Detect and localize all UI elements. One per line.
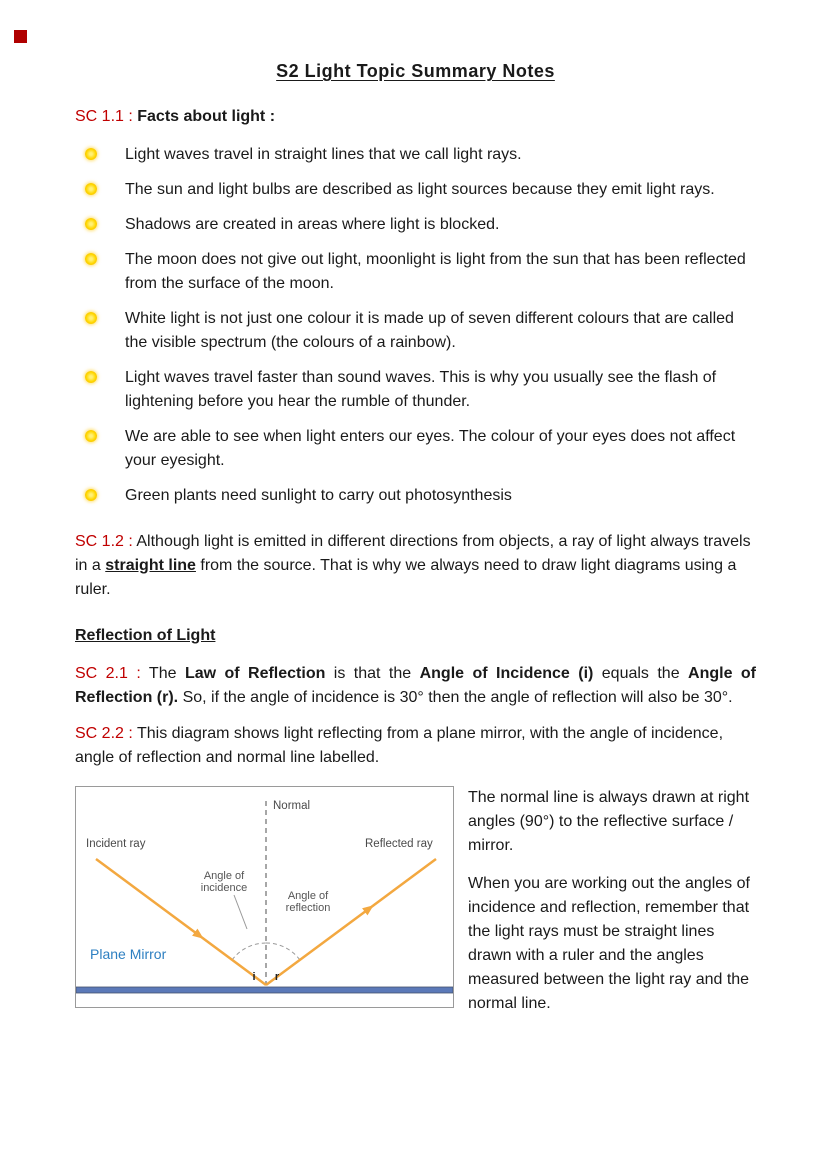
- incidence-label-pointer-line: [234, 895, 247, 929]
- reflected-ray-line: [266, 859, 436, 985]
- fact-text: White light is not just one colour it is made up of seven different colours that are called the visible spectrum (the colours of a rainbow).: [125, 310, 734, 351]
- sc22-text: This diagram shows light reflecting from a plane mirror, with the angle of incidence, angle of reflection and normal line labelled.: [75, 725, 724, 766]
- side-notes: [468, 786, 756, 1030]
- diagram-section: [75, 786, 756, 1030]
- star-bullet-icon: [85, 218, 97, 230]
- reflection-angle-arc: [266, 943, 300, 960]
- star-bullet-icon: [85, 312, 97, 324]
- star-bullet-icon: [85, 430, 97, 442]
- angle-of-incidence-label-line1: Angle of: [203, 870, 245, 882]
- list-item: [75, 178, 756, 202]
- sc11-label: SC 1.1 :: [75, 108, 133, 125]
- star-bullet-icon: [85, 371, 97, 383]
- fact-text: Light waves travel faster than sound waves. This is why you usually see the flash of lightening before you hear the rumble of thunder.: [125, 369, 717, 410]
- title-wrap: [75, 58, 756, 85]
- fact-text: We are able to see when light enters our eyes. The colour of your eyes does not affect your eyesight.: [125, 428, 736, 469]
- angle-of-reflection-emphasis: Angle of Reflection (r).: [75, 665, 757, 706]
- law-of-reflection-emphasis: Law of Reflection: [184, 665, 326, 682]
- sc11-heading: Facts about light :: [132, 108, 276, 125]
- star-bullet-icon: [85, 253, 97, 265]
- reflection-of-light-heading: Reflection of Light: [75, 627, 216, 644]
- plane-mirror-label: Plane Mirror: [90, 946, 167, 962]
- reflected-ray-label: Reflected ray: [365, 838, 433, 850]
- incidence-angle-i-label: i: [252, 971, 256, 983]
- red-square-mark: [14, 30, 27, 43]
- incidence-angle-arc: [232, 943, 266, 960]
- reflection-angle-r-label: r: [274, 971, 280, 983]
- incident-ray-label: Incident ray: [86, 838, 146, 850]
- normal-label: Normal: [273, 800, 311, 812]
- sc12-paragraph: [75, 530, 756, 602]
- facts-list: [75, 143, 756, 508]
- sc21-label: SC 2.1 :: [75, 665, 141, 682]
- reflection-diagram-svg: [76, 787, 453, 1007]
- angle-of-incidence-label-line2: incidence: [200, 882, 248, 894]
- list-item: [75, 143, 756, 167]
- list-item: [75, 248, 756, 296]
- star-bullet-icon: [85, 183, 97, 195]
- fact-text: Green plants need sunlight to carry out photosynthesis: [125, 487, 512, 504]
- angle-of-incidence-emphasis: Angle of Incidence (i): [419, 665, 594, 682]
- list-item: [75, 307, 756, 355]
- sc21-seg3: equals the: [593, 665, 689, 682]
- list-item: [75, 366, 756, 414]
- list-item: [75, 425, 756, 473]
- fact-text: The sun and light bulbs are described as light sources because they emit light rays.: [125, 181, 715, 198]
- page-title: S2 Light Topic Summary Notes: [276, 61, 555, 81]
- sc22-label: SC 2.2 :: [75, 725, 133, 742]
- side-note-working-out: When you are working out the angles of incidence and reflection, remember that the light rays must be straight lines drawn with a ruler and the angles measured between the light ray and the normal line.: [468, 875, 750, 1012]
- list-item: [75, 484, 756, 508]
- sc21-seg2: is that the: [325, 665, 420, 682]
- sc12-label: SC 1.2 :: [75, 533, 133, 550]
- fact-text: Light waves travel in straight lines that we call light rays.: [125, 146, 522, 163]
- sc21-paragraph: [75, 662, 756, 710]
- star-bullet-icon: [85, 489, 97, 501]
- fact-text: The moon does not give out light, moonlight is light from the sun that has been reflected from the surface of the moon.: [125, 251, 746, 292]
- sc12-text-after: from the source. That is why we always need to draw light diagrams using a ruler.: [75, 557, 737, 598]
- sc11-heading-line: [75, 105, 756, 129]
- star-bullet-icon: [85, 148, 97, 160]
- sc22-paragraph: [75, 722, 756, 770]
- angle-of-reflection-label-line2: reflection: [285, 902, 331, 914]
- sc21-seg4: So, if the angle of incidence is 30° then the angle of reflection will also be 30°.: [178, 689, 733, 706]
- side-note-normal-line: The normal line is always drawn at right angles (90°) to the reflective surface / mirror.: [468, 789, 750, 854]
- sc12-text-before: Although light is emitted in different directions from objects, a ray of light always travels in a: [75, 533, 751, 574]
- straight-line-emphasis: straight line: [105, 557, 196, 574]
- list-item: [75, 213, 756, 237]
- angle-of-reflection-label-line1: Angle of: [287, 890, 329, 902]
- mirror-surface: [76, 987, 453, 993]
- reflection-diagram: [75, 786, 454, 1008]
- sc21-seg1: The: [140, 665, 185, 682]
- fact-text: Shadows are created in areas where light is blocked.: [125, 216, 500, 233]
